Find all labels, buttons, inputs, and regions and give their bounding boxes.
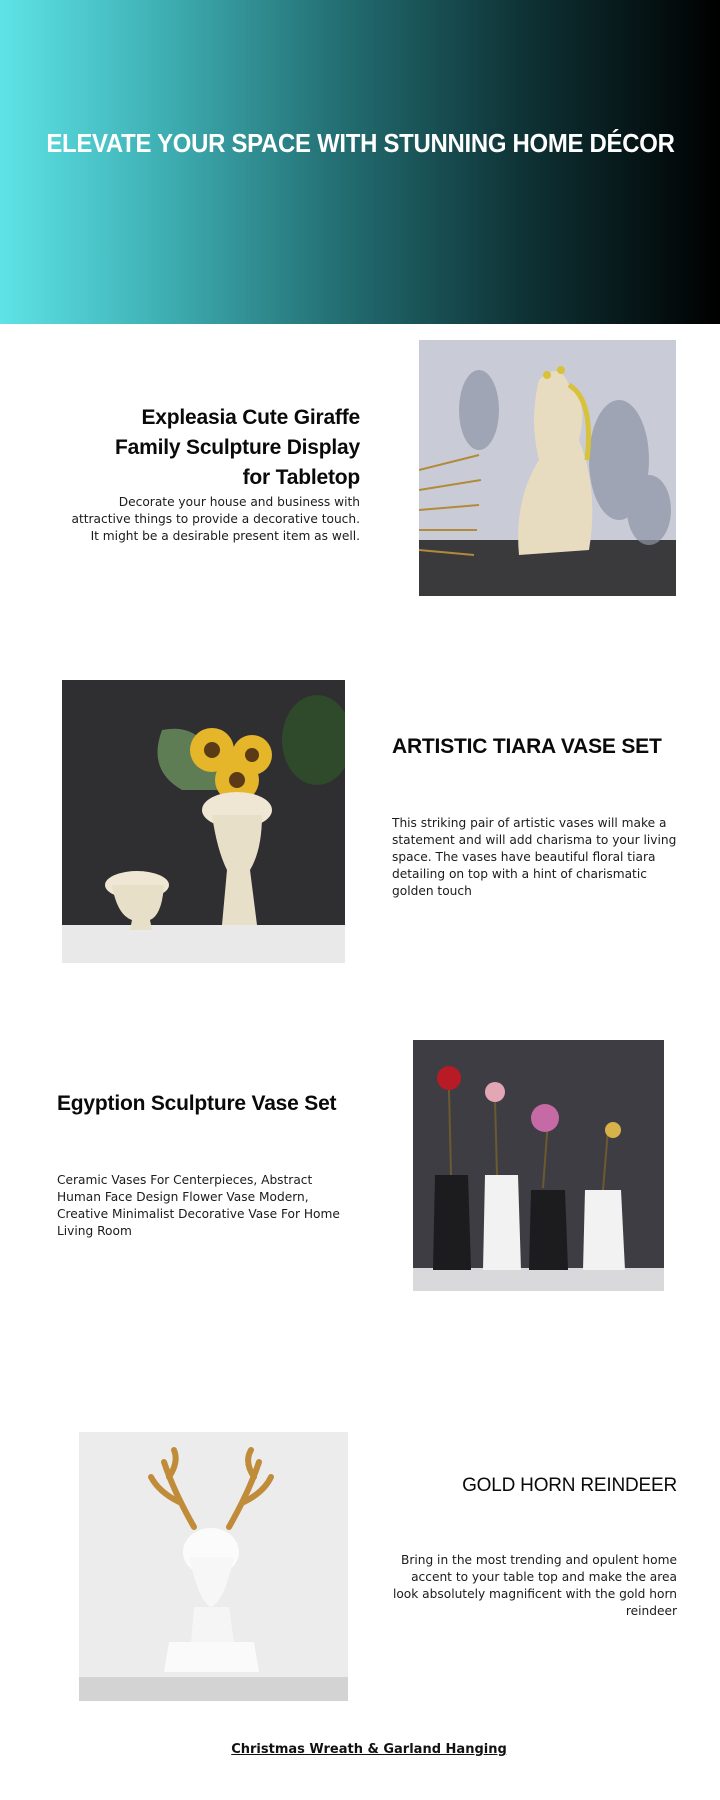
product-title-tiara: ARTISTIC TIARA VASE SET xyxy=(392,735,662,758)
giraffe-sculpture-photo xyxy=(419,340,676,596)
product-description-reindeer: Bring in the most trending and opulent home accent to your table top and make the area look absolutely magnificent with the gold horn reindeer xyxy=(392,1553,677,1618)
hero-banner xyxy=(0,0,720,324)
face-vase-set-photo xyxy=(413,1040,664,1291)
hero-title: ELEVATE YOUR SPACE WITH STUNNING HOME DÉCOR xyxy=(45,127,675,158)
product-title-reindeer: GOLD HORN REINDEER xyxy=(462,1475,677,1496)
product-title-giraffe: Expleasia Cute Giraffe Family Sculpture Display for Tabletop xyxy=(115,406,360,489)
reindeer-head-photo xyxy=(79,1432,348,1701)
product-description-tiara: This striking pair of artistic vases will make a statement and will add charisma to your living space. The vases have beautiful floral tiara detailing on top with a hint of charismatic golden touch xyxy=(392,816,677,898)
product-description-giraffe: Decorate your house and business with attractive things to provide a decorative touch. It might be a desirable present item as well. xyxy=(71,495,360,543)
christmas-wreath-link[interactable]: Christmas Wreath & Garland Hanging xyxy=(231,1742,507,1757)
product-title-egyption: Egyption Sculpture Vase Set xyxy=(57,1092,337,1115)
product-description-egyption: Ceramic Vases For Centerpieces, Abstract Human Face Design Flower Vase Modern, Creative Minimalist Decorative Vase For Home Living Room xyxy=(57,1173,340,1238)
tiara-vase-photo xyxy=(62,680,345,963)
